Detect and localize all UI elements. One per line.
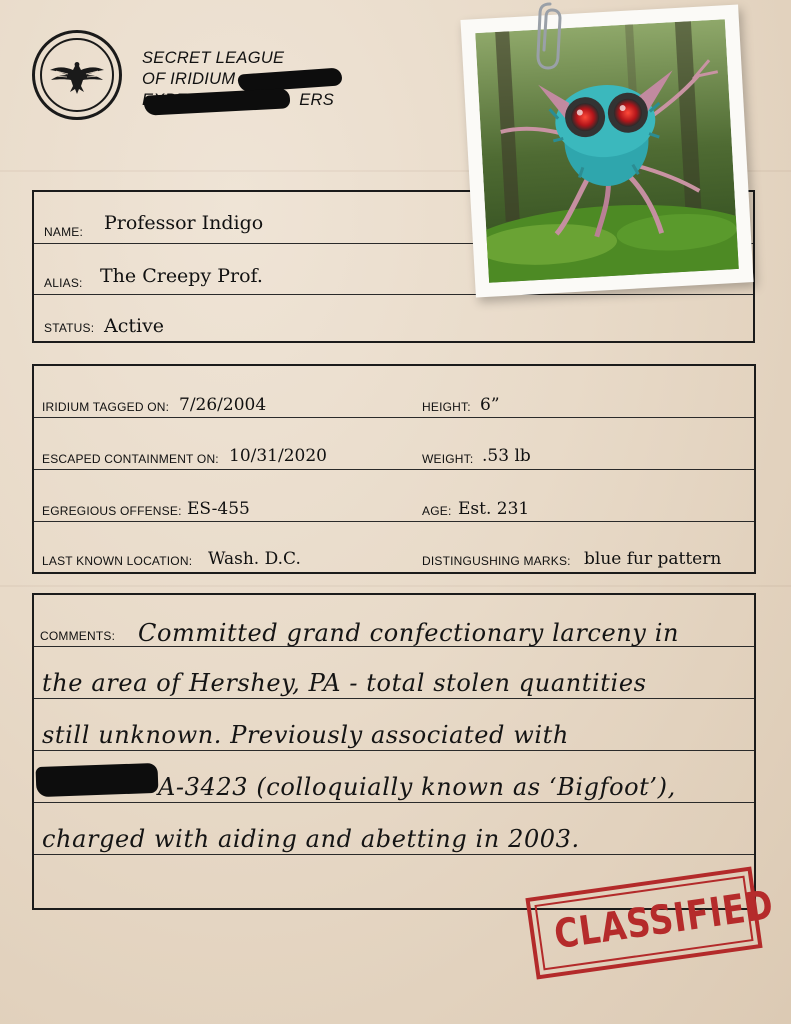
height-label: HEIGHT:	[422, 400, 471, 414]
details-row-1	[34, 366, 754, 418]
paper-crease	[0, 585, 791, 587]
status-label: STATUS:	[44, 321, 95, 335]
comment-line-5: charged with aiding and abetting in 2003.	[42, 825, 580, 853]
paperclip-icon	[528, 0, 568, 72]
redaction-mark	[237, 67, 342, 92]
org-line-3	[142, 90, 352, 111]
tagged-label: IRIDIUM TAGGED ON:	[42, 400, 170, 414]
location-value: Wash. D.C.	[208, 549, 301, 569]
redaction-mark	[36, 763, 159, 797]
league-seal	[32, 30, 122, 120]
creature-image	[475, 19, 739, 283]
alias-label: ALIAS:	[44, 276, 83, 290]
org-line-2-text: OF IRIDIUM	[142, 70, 236, 88]
comments-row-3	[34, 699, 754, 751]
age-label: AGE:	[422, 504, 452, 518]
weight-value: .53 lb	[482, 446, 531, 466]
comment-line-1: Committed grand confectionary larceny in	[138, 619, 680, 647]
offense-label: EGREGIOUS OFFENSE:	[42, 504, 182, 518]
name-label: NAME:	[44, 225, 84, 239]
comment-line-3: still unknown. Previously associated with	[42, 721, 569, 749]
comments-row-5	[34, 803, 754, 855]
comments-row-2	[34, 647, 754, 699]
location-label: LAST KNOWN LOCATION:	[42, 554, 193, 568]
escaped-label: ESCAPED CONTAINMENT ON:	[42, 452, 219, 466]
stamp-text: CLASSIFIED	[551, 882, 777, 959]
comments-label: COMMENTS:	[40, 629, 116, 643]
status-row	[34, 295, 753, 343]
name-value: Professor Indigo	[104, 212, 264, 234]
org-line-3-end: ERS	[299, 91, 335, 109]
marks-label: DISTINGUSHING MARKS:	[422, 554, 571, 568]
marks-value: blue fur pattern	[584, 549, 722, 569]
weight-label: WEIGHT:	[422, 452, 474, 466]
offense-value: ES-455	[187, 499, 250, 519]
age-value: Est. 231	[458, 499, 530, 519]
details-box	[32, 364, 756, 574]
subject-photo	[460, 4, 753, 297]
height-value: 6”	[480, 395, 500, 415]
comments-box	[32, 593, 756, 910]
organization-name	[142, 48, 352, 111]
details-row-4	[34, 522, 754, 572]
comment-line-2: the area of Hershey, PA - total stolen quantities	[42, 669, 647, 697]
tagged-value: 7/26/2004	[179, 395, 267, 415]
org-line-2	[142, 69, 352, 90]
escaped-value: 10/31/2020	[229, 446, 327, 466]
comment-line-4: A-3423 (colloquially known as ‘Bigfoot’),	[158, 773, 676, 801]
status-value: Active	[104, 315, 165, 337]
org-line-1: SECRET LEAGUE	[142, 49, 285, 67]
details-row-3	[34, 470, 754, 522]
details-row-2	[34, 418, 754, 470]
comments-row-1	[34, 595, 754, 647]
eagle-icon	[42, 40, 112, 110]
alias-value: The Creepy Prof.	[100, 265, 263, 287]
comments-row-4	[34, 751, 754, 803]
